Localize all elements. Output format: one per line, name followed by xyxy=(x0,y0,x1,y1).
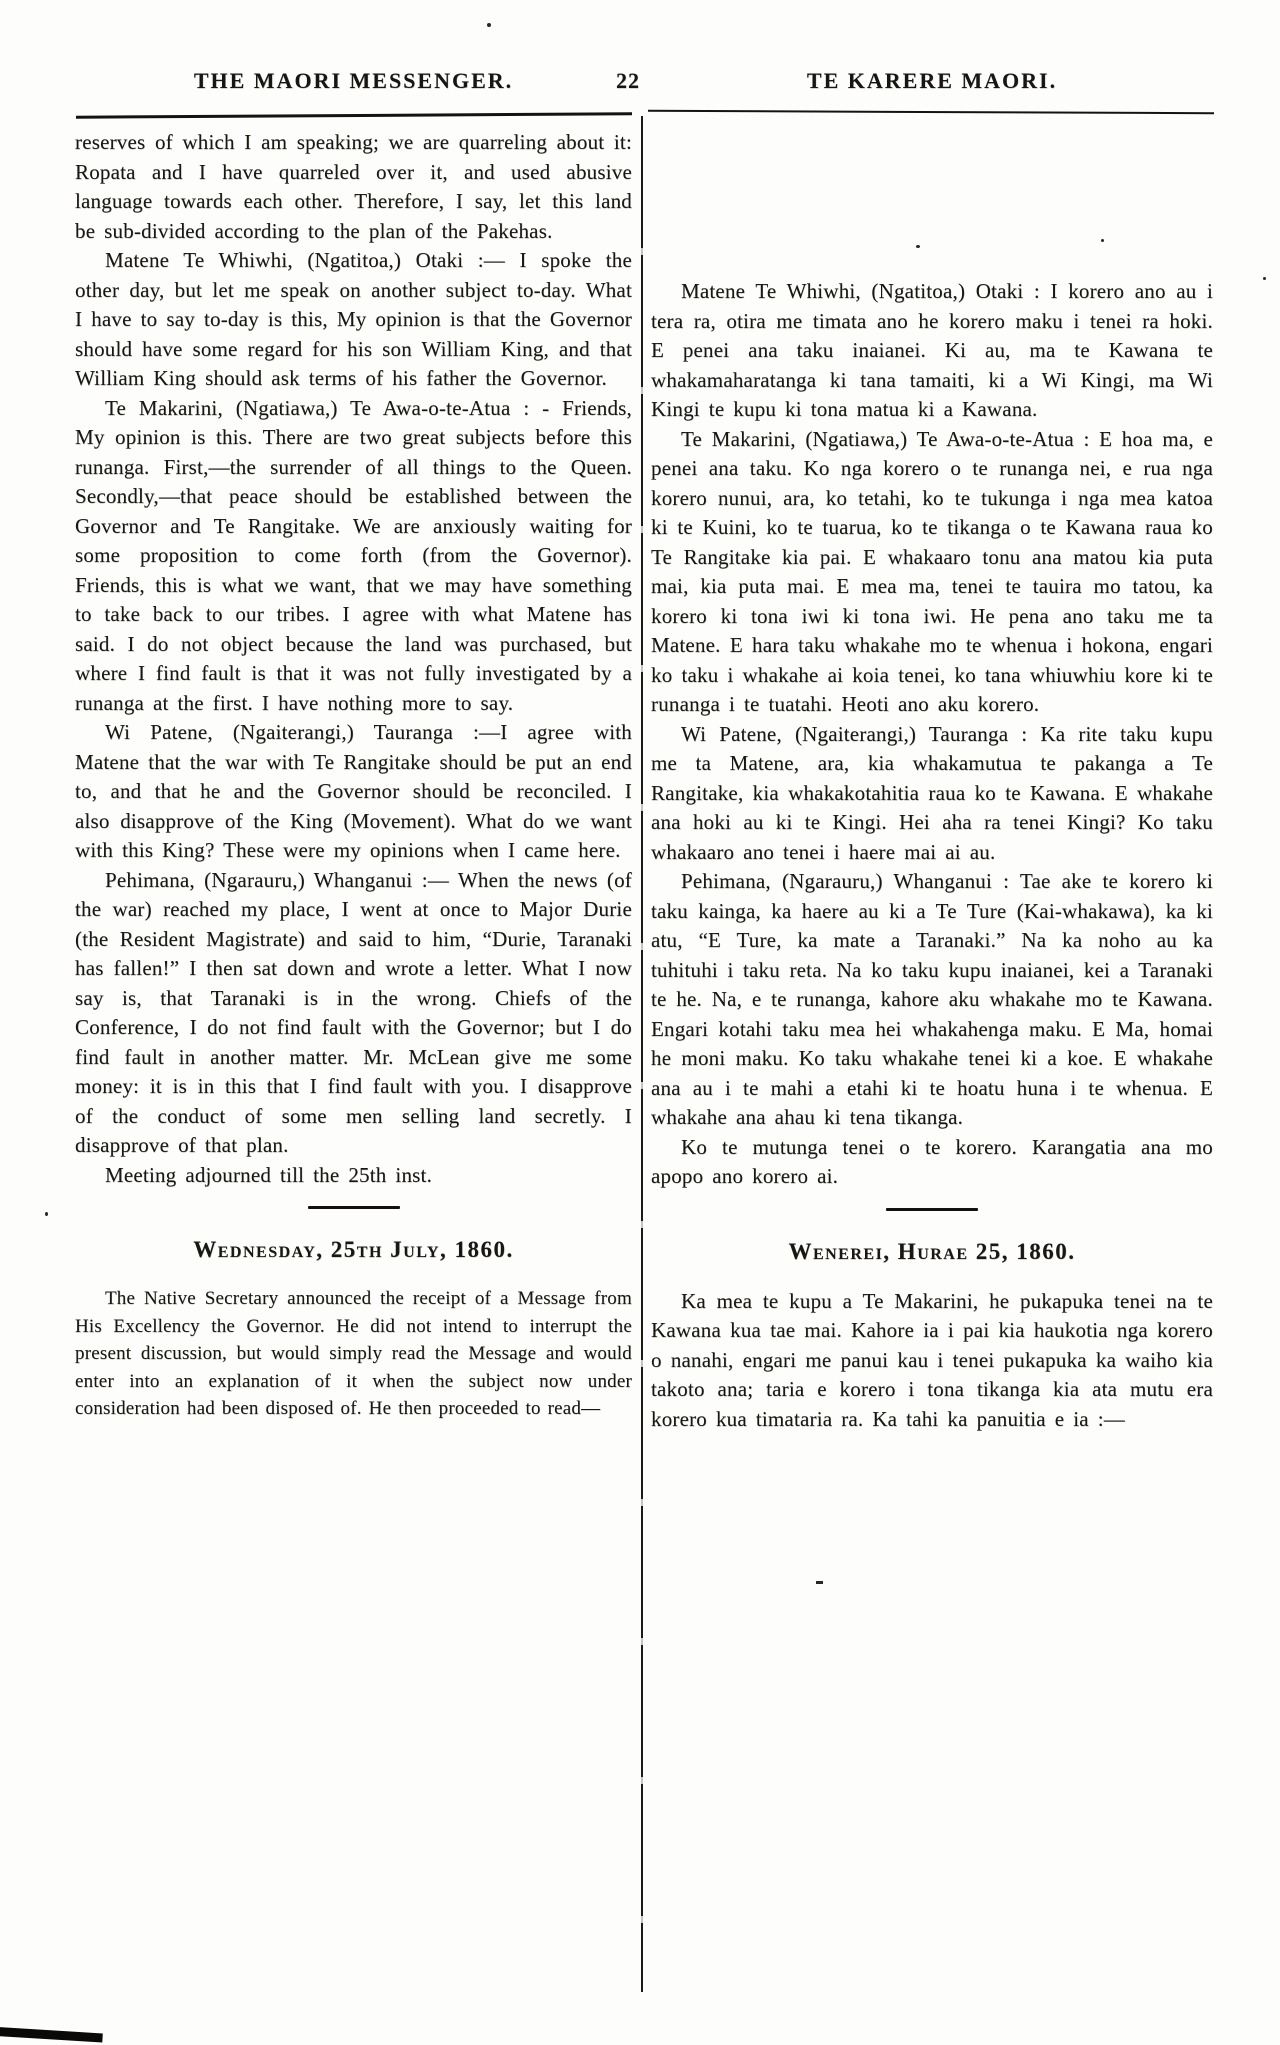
paragraph-te-makarini-maori: Te Makarini, (Ngatiawa,) Te Awa-o-te-Atua : E hoa ma, e penei ana taku. Ko nga korero o te runanga nei, e rua nga korero nunui, ara, ko tetahi, ko te tukunga i nga mea katoa ki te Kuini, ko te tuarua, ko te tikanga o te Kawana raua ko Te Rangitake kia pai. E whakaaro tonu ana matou kia puta mai, kia puta mai. E mea ma, tenei te tauira mo tatou, ka korero ki tona iwi ki tona iwi. He pena ano taku me ta Matene. E hara taku whakahe mo te whenua i hokona, engari ko taku i whakahe ai koia tenei, ko tana whiuwhiu kore ki te runanga i te tuatahi. Heoti ano aku korero. xyxy=(651,426,1213,716)
meeting-adjourned-line: Meeting adjourned till the 25th inst. xyxy=(105,1162,433,1187)
paragraph-te-makarini-message: Ka mea te kupu a Te Makarini, he pukapuka tenei na te Kawana kua tae mai. Kahore ia i pai kia haukotia nga korero o nanahi, engari me panui kau i tenei pukapuka ka waiho kia takoto ana; taria e korero i tona tikanga kia ata mutu era korero kua timataria ra. Ka tahi ka panuitia e ia :— xyxy=(651,1288,1213,1431)
paragraph-matene-te-whiwhi-maori: Matene Te Whiwhi, (Ngatitoa,) Otaki : I korero ano au i tera ra, otira me timata ano he korero maku i tenei ra hoki. E penei ana taku inaianei. Ki au, ma te Kawana te whakamaharatanga ki tana tamaiti, ki a Wi Kingi, ma Wi Kingi te kupu ki tona matua ki a Kawana. xyxy=(651,279,1213,421)
section-divider xyxy=(308,1206,400,1209)
paragraph-pehimana: Pehimana, (Ngarauru,) Whanganui :— When the news (of the war) reached my place, I went at once to Major Durie (the Resident Magistrate) and said to him, “Durie, Taranaki has fallen!” I then sat down and wrote a letter. What I now say is, that Taranaki is in the wrong. Chiefs of the Conference, I do not find fault with the Governor; but I do find fault in another matter. Mr. McLean give me some money: it is in this that I find fault with you. I disapprove of the conduct of some men selling land secretly. I disapprove of that plan. xyxy=(75,867,632,1157)
ink-speck xyxy=(487,23,491,27)
header-rule-left xyxy=(76,112,632,118)
english-column xyxy=(75,128,632,1423)
paragraph-closing-maori: Ko te mutunga tenei o te korero. Karangatia ana mo apopo ano korero ai. xyxy=(651,1134,1213,1188)
masthead-maori-title: TE KARERE MAORI. xyxy=(806,68,1058,93)
scan-artifact xyxy=(0,2027,103,2042)
ink-speck xyxy=(916,245,920,248)
paragraph-wi-patene-maori: Wi Patene, (Ngaiterangi,) Tauranga : Ka rite taku kupu me ta Matene, ara, kia whakamutua te pakanga a Te Rangitake, kia whakakotahitia raua ko te Kawana. E whakahe ana hoki au ki te Kingi. Hei aha ra tenei Kingi? Ko taku whakaaro ano tenei i haere mai ai au. xyxy=(651,721,1213,864)
masthead-english-title: THE MAORI MESSENGER. xyxy=(193,68,514,93)
maori-column xyxy=(651,122,1213,1434)
column-divider-rule xyxy=(641,116,643,1992)
paragraph-continuation: reserves of which I am speaking; we are quarreling about it: Ropata and I have quarreled over it, and used abusive language towards each other. Therefore, I say, let this land be sub-divided according to the plan of the Pakehas. xyxy=(75,130,632,243)
page-number: 22 xyxy=(616,68,640,93)
paragraph-pehimana-maori: Pehimana, (Ngarauru,) Whanganui : Tae ake te korero ki taku kainga, ka haere au ki a Te Ture (Kai-whakawa), ka ki atu, “E Ture, ka mate a Taranaki.” Na ka noho au ka tuhituhi i taku reta. Na ko taku kupu inaianei, kei a Taranaki te he. Na, e te runanga, kahore aku whakahe mo te Kawana. Engari kotahi taku mea hei whakahenga maku. E Ma, homai he moni maku. Ko taku whakahe tenei ki a koe. E whakahe ana au i te mahi a etahi ki te hoatu huna i te whenua. E whakahe ana ahau ki tena tikanga. xyxy=(651,869,1213,1129)
paragraph-native-secretary: The Native Secretary announced the receipt of a Message from His Excellency the Governor. He did not intend to interrupt the present discussion, but would simply read the Message and would enter into an explanation of it when the subject now under consideration had been disposed of. He then proceeded to read— xyxy=(75,1288,632,1419)
column-top-spacer xyxy=(651,122,1213,277)
paragraph-wi-patene: Wi Patene, (Ngaiterangi,) Tauranga :—I agree with Matene that the war with Te Rangitake should be put an end to, and that he and the Governor should be reconciled. I also disapprove of the King (Movement). What do we want with this King? These were my opinions when I came here. xyxy=(75,720,632,862)
section-divider xyxy=(886,1208,978,1211)
ink-speck xyxy=(1263,277,1266,280)
ink-speck xyxy=(45,1212,48,1216)
paragraph-te-makarini: Te Makarini, (Ngatiawa,) Te Awa-o-te-Atua : - Friends, My opinion is this. There are two great subjects before this runanga. First,—the surrender of all things to the Queen. Secondly,—that peace should be established between the Governor and Te Rangitake. We are anxiously waiting for some proposition to come forth (from the Governor). Friends, this is what we want, that we may have something to take back to our tribes. I agree with what Matene has said. I do not object because the land was purchased, but where I find fault is that it was not fully investigated by a runanga at the first. I have nothing more to say. xyxy=(75,395,632,715)
section-heading-english: Wednesday, 25th July, 1860. xyxy=(193,1237,514,1262)
ink-speck xyxy=(816,1581,823,1584)
paragraph-matene-te-whiwhi: Matene Te Whiwhi, (Ngatitoa,) Otaki :— I spoke the other day, but let me speak on another subject to-day. What I have to say to-day is this, My opinion is that the Governor should have some regard for his son William King, and that William King should ask terms of his father the Governor. xyxy=(75,248,632,390)
ink-speck xyxy=(1101,239,1104,242)
section-heading-maori: Wenerei, Hurae 25, 1860. xyxy=(788,1238,1076,1264)
header-rule-right xyxy=(648,110,1214,114)
